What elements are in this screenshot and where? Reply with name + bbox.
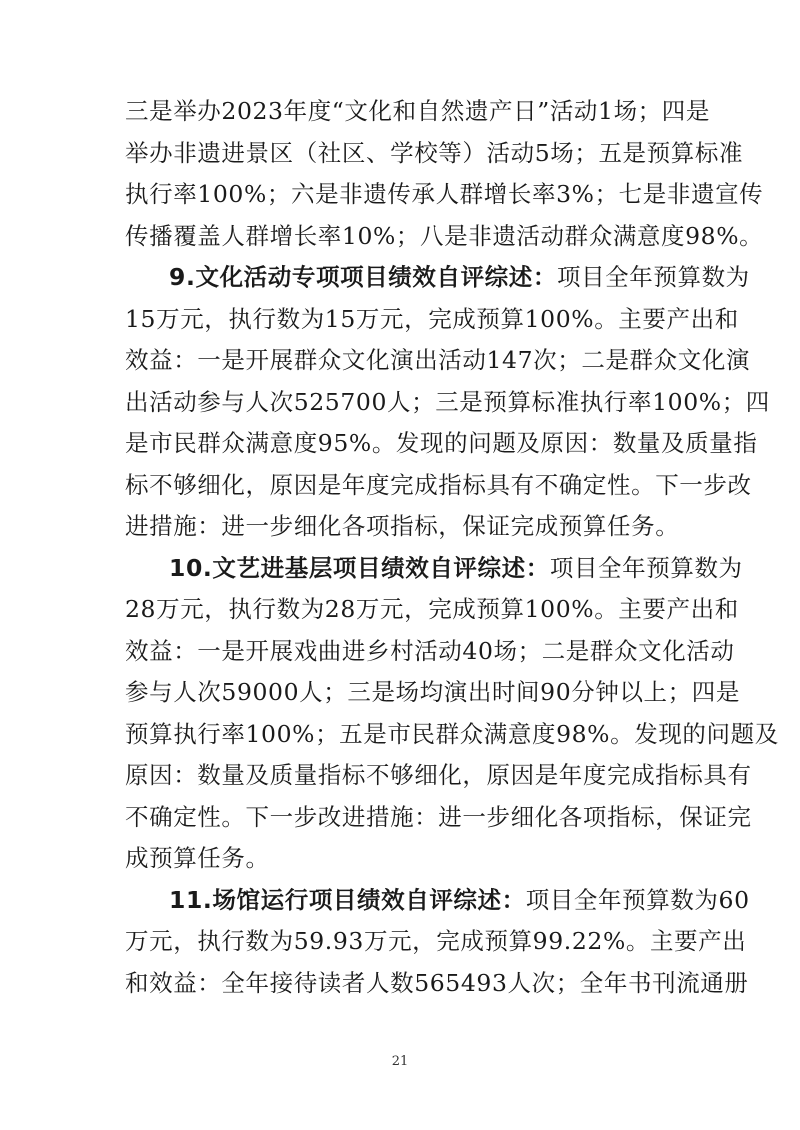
text-line: 和效益：全年接待读者人数565493人次；全年书刊流通册: [125, 969, 749, 997]
text-run: 项目全年预算数为60: [525, 886, 750, 914]
text-line: 不确定性。下一步改进措施：进一步细化各项指标，保证完: [125, 803, 752, 831]
section-heading: 9.文化活动专项项目绩效自评综述：: [169, 263, 557, 291]
text-line: 举办非遗进景区（社区、学校等）活动5场；五是预算标准: [125, 139, 744, 167]
text-line: 原因：数量及质量指标不够细化，原因是年度完成指标具有: [125, 761, 752, 789]
text-line: 三是举办2023年度“文化和自然遗产日”活动1场；四是: [125, 97, 710, 125]
text-run: 项目全年预算数为: [556, 263, 750, 291]
text-line: 参与人次59000人；三是场均演出时间90分钟以上；四是: [125, 678, 740, 706]
text-line: 15万元，执行数为15万元，完成预算100%。主要产出和: [125, 305, 739, 333]
text-line: 执行率100%；六是非遗传承人群增长率3%；七是非遗宣传: [125, 180, 764, 208]
paragraph-first-line: [169, 553, 743, 583]
paragraph-first-line: [169, 885, 750, 915]
text-line: 效益：一是开展群众文化演出活动147次；二是群众文化演: [125, 346, 751, 374]
text-line: 是市民群众满意度95%。发现的问题及原因：数量及质量指: [125, 429, 758, 457]
text-line: 成预算任务。: [125, 844, 270, 872]
text-line: 出活动参与人次525700人；三是预算标准执行率100%；四: [125, 388, 770, 416]
section-heading: 11.场馆运行项目绩效自评综述：: [169, 886, 526, 914]
text-line: 标不够细化，原因是年度完成指标具有不确定性。下一步改: [125, 471, 752, 499]
text-line: 效益：一是开展戏曲进乡村活动40场；二是群众文化活动: [125, 637, 735, 665]
paragraph-first-line: [169, 262, 750, 292]
text-line: 28万元，执行数为28万元，完成预算100%。主要产出和: [125, 595, 739, 623]
page-number: 21: [391, 1054, 409, 1069]
text-line: 预算执行率100%；五是市民群众满意度98%。发现的问题及: [125, 720, 779, 748]
text-line: 传播覆盖人群增长率10%；八是非遗活动群众满意度98%。: [125, 222, 764, 250]
section-heading: 10.文艺进基层项目绩效自评综述：: [169, 554, 550, 582]
text-line: 万元，执行数为59.93万元，完成预算99.22%。主要产出: [125, 927, 747, 955]
text-line: 进措施：进一步细化各项指标，保证完成预算任务。: [125, 512, 680, 540]
text-run: 项目全年预算数为: [549, 554, 743, 582]
